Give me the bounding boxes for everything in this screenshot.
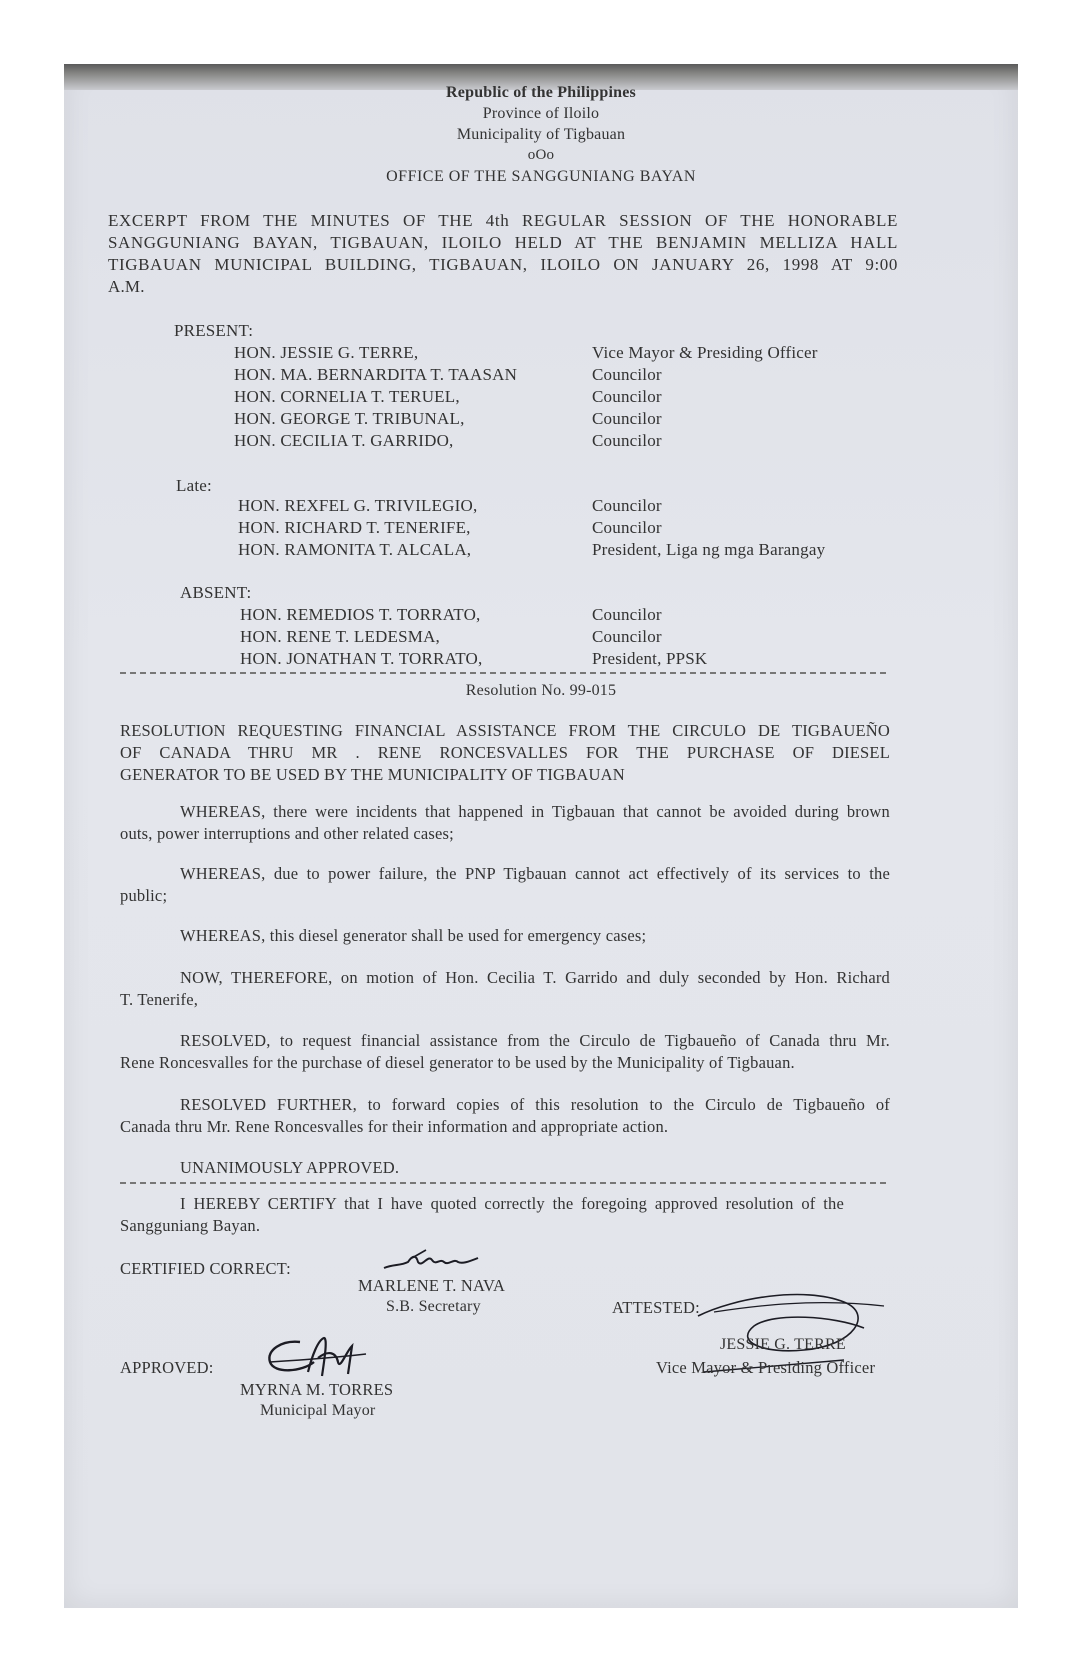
present-name: HON. GEORGE T. TRIBUNAL, <box>234 409 465 428</box>
vice-mayor-title: Vice Mayor & Presiding Officer <box>656 1358 876 1377</box>
late-role: Councilor <box>592 496 662 515</box>
header-province: Province of Iloilo <box>482 105 600 122</box>
present-role: Councilor <box>592 431 662 450</box>
whereas-1-line-1: WHEREAS, there were incidents that happened in Tigbauan that cannot be avoided during brown <box>180 802 890 821</box>
absent-name: HON. RENE T. LEDESMA, <box>240 627 441 646</box>
excerpt-line-4: A.M. <box>108 277 145 296</box>
now-therefore-line-2: T. Tenerife, <box>120 990 199 1009</box>
secretary-title: S.B. Secretary <box>386 1298 481 1315</box>
late-name: HON. REXFEL G. TRIVILEGIO, <box>238 496 478 515</box>
resolved-further-line-1: RESOLVED FURTHER, to forward copies of this resolution to the Circulo de Tigbaueño of <box>180 1095 890 1114</box>
whereas-1-line-2: outs, power interruptions and other related cases; <box>120 824 454 843</box>
present-role: Councilor <box>592 365 662 384</box>
resolved-line-1: RESOLVED, to request financial assistance from the Circulo de Tigbaueño of Canada thru Mr. <box>180 1031 890 1050</box>
absent-label: ABSENT: <box>180 583 252 602</box>
present-name: HON. CORNELIA T. TERUEL, <box>234 387 460 406</box>
certified-correct-label: CERTIFIED CORRECT: <box>120 1259 291 1278</box>
unanimously-approved: UNANIMOUSLY APPROVED. <box>180 1158 400 1177</box>
resolution-number: Resolution No. 99-015 <box>465 682 617 699</box>
section-divider <box>120 672 886 674</box>
approved-label: APPROVED: <box>120 1358 214 1377</box>
absent-role: Councilor <box>592 605 662 624</box>
certify-line-1: I HEREBY CERTIFY that I have quoted correctly the foregoing approved resolution of the <box>180 1194 844 1213</box>
excerpt-line-2: SANGGUNIANG BAYAN, TIGBAUAN, ILOILO HELD AT THE BENJAMIN MELLIZA HALL <box>108 233 898 252</box>
present-role: Vice Mayor & Presiding Officer <box>592 343 818 362</box>
whereas-3: WHEREAS, this diesel generator shall be used for emergency cases; <box>180 926 647 945</box>
secretary-signature <box>382 1244 482 1278</box>
vice-mayor-name: JESSIE G. TERRE <box>720 1336 846 1353</box>
header-ornament: oOo <box>527 147 555 163</box>
late-role: President, Liga ng mga Barangay <box>592 540 826 559</box>
present-name: HON. JESSIE G. TERRE, <box>234 343 419 362</box>
mayor-title: Municipal Mayor <box>260 1402 376 1419</box>
late-label: Late: <box>176 476 212 495</box>
office-title: OFFICE OF THE SANGGUNIANG BAYAN <box>386 168 696 185</box>
section-divider <box>120 1182 886 1184</box>
now-therefore-line-1: NOW, THEREFORE, on motion of Hon. Cecilia T. Garrido and duly seconded by Hon. Richard <box>180 968 890 987</box>
absent-role: Councilor <box>592 627 662 646</box>
resolution-title-line-3: GENERATOR TO BE USED BY THE MUNICIPALITY OF TIGBAUAN <box>120 765 625 784</box>
whereas-2-line-1: WHEREAS, due to power failure, the PNP Tigbauan cannot act effectively of its services to the <box>180 864 890 883</box>
excerpt-line-1: EXCERPT FROM THE MINUTES OF THE 4th REGULAR SESSION OF THE HONORABLE <box>108 211 898 230</box>
absent-name: HON. REMEDIOS T. TORRATO, <box>240 605 481 624</box>
resolution-title-line-1: RESOLUTION REQUESTING FINANCIAL ASSISTANCE FROM THE CIRCULO DE TIGBAUEÑO <box>120 721 890 740</box>
excerpt-line-3: TIGBAUAN MUNICIPAL BUILDING, TIGBAUAN, ILOILO ON JANUARY 26, 1998 AT 9:00 <box>108 255 898 274</box>
late-name: HON. RICHARD T. TENERIFE, <box>238 518 471 537</box>
resolution-title-line-2: OF CANADA THRU MR . RENE RONCESVALLES FOR THE PURCHASE OF DIESEL <box>120 743 890 762</box>
whereas-2-line-2: public; <box>120 886 168 905</box>
absent-name: HON. JONATHAN T. TORRATO, <box>240 649 483 668</box>
document-page <box>64 64 1018 1608</box>
late-role: Councilor <box>592 518 662 537</box>
resolved-further-line-2: Canada thru Mr. Rene Roncesvalles for their information and appropriate action. <box>120 1117 669 1136</box>
present-role: Councilor <box>592 409 662 428</box>
present-name: HON. MA. BERNARDITA T. TAASAN <box>234 365 518 384</box>
mayor-name: MYRNA M. TORRES <box>240 1380 394 1399</box>
attested-label: ATTESTED: <box>612 1298 700 1317</box>
absent-role: President, PPSK <box>592 649 708 668</box>
present-name: HON. CECILIA T. GARRIDO, <box>234 431 454 450</box>
late-name: HON. RAMONITA T. ALCALA, <box>238 540 472 559</box>
header-republic: Republic of the Philippines <box>446 84 636 101</box>
secretary-name: MARLENE T. NAVA <box>358 1276 506 1295</box>
resolved-line-2: Rene Roncesvalles for the purchase of diesel generator to be used by the Municipality of Tigbauan. <box>120 1053 795 1072</box>
certify-line-2: Sangguniang Bayan. <box>120 1216 261 1235</box>
present-label: PRESENT: <box>174 321 254 340</box>
header-municipality: Municipality of Tigbauan <box>456 126 626 143</box>
present-role: Councilor <box>592 387 662 406</box>
